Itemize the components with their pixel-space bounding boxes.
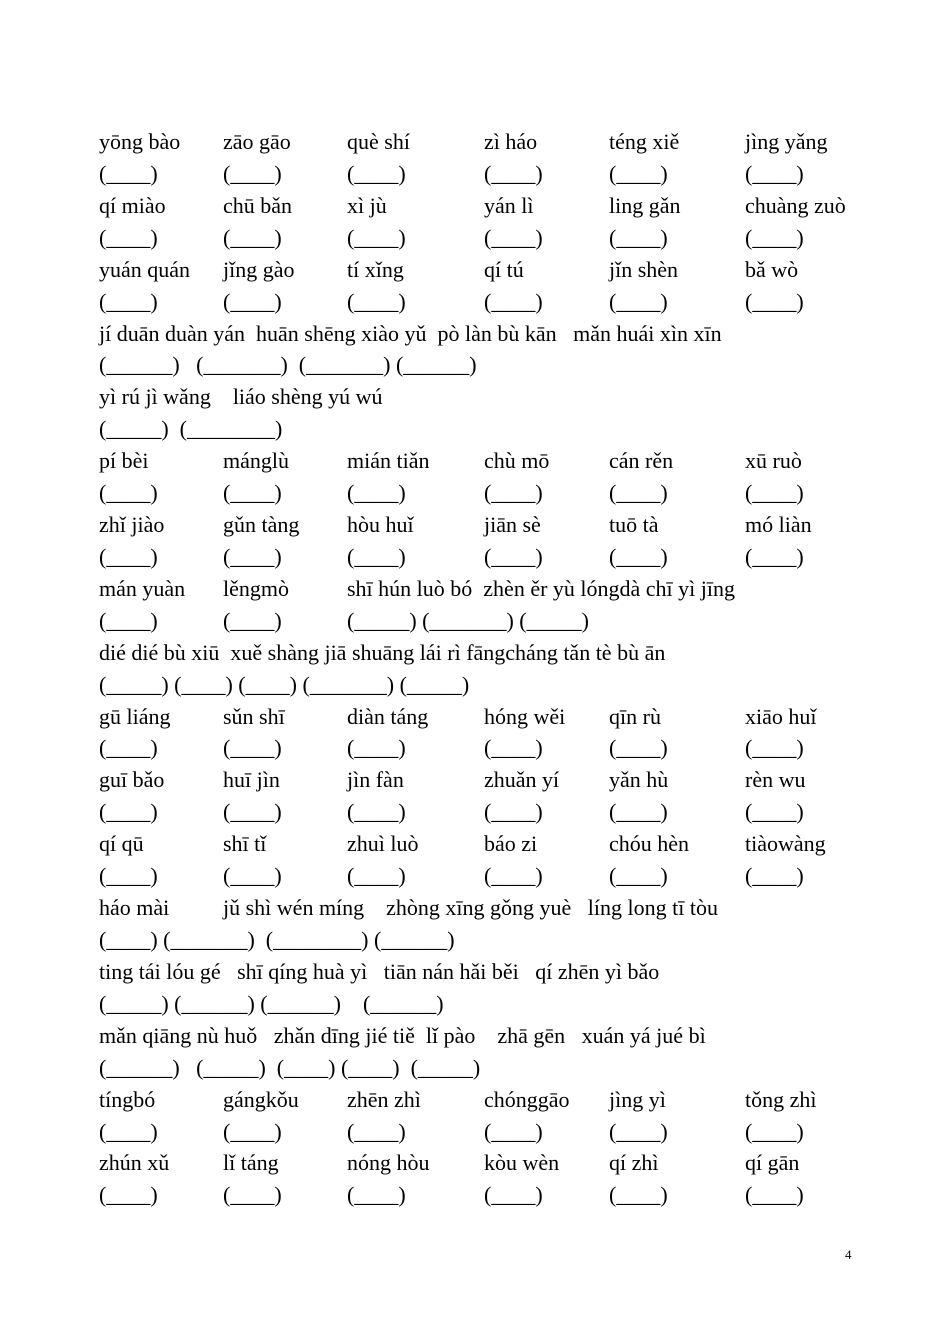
answer-blank: (____) <box>223 224 282 250</box>
answer-blank: (____) <box>745 799 804 825</box>
pinyin-word: lěngmò <box>223 575 289 601</box>
answer-blank: (____) <box>99 543 158 569</box>
answer-blank: (____) <box>347 160 406 186</box>
pinyin-word: zì háo <box>484 129 538 154</box>
answer-blank-line: (_____) (________) <box>99 416 283 442</box>
answer-blank: (____) <box>347 224 406 250</box>
pinyin-word: jìng yì <box>609 1086 666 1112</box>
answer-blank: (____) <box>223 1118 282 1144</box>
answer-blank: (____) <box>745 543 804 569</box>
pinyin-word: jiān sè <box>484 512 541 538</box>
answer-blank: (____) <box>745 288 804 314</box>
pinyin-word: qí miào <box>99 192 166 218</box>
answer-blank: (_____) (_______) (_____) <box>347 607 589 633</box>
pinyin-word: shī tǐ <box>223 831 267 857</box>
pinyin-word: chū bǎn <box>223 192 293 218</box>
pinyin-word: tí xǐng <box>347 256 404 282</box>
pinyin-word: jìng yǎng <box>745 129 828 154</box>
answer-blank: (____) <box>609 288 668 314</box>
pinyin-word: diàn táng <box>347 703 429 729</box>
answer-blank: (____) <box>609 735 668 761</box>
answer-blank: (____) <box>347 863 406 889</box>
pinyin-word: qí gān <box>745 1150 800 1176</box>
pinyin-word: tuō tà <box>609 512 659 538</box>
answer-blank: (____) <box>223 799 282 825</box>
answer-blank-line: (_____) (____) (____) (_______) (_____) <box>99 671 470 697</box>
pinyin-word: chù mō <box>484 448 550 474</box>
pinyin-word: qí zhì <box>609 1150 659 1176</box>
answer-blank: (____) <box>347 288 406 314</box>
answer-blank: (____) <box>99 1118 158 1144</box>
pinyin-word: mánglù <box>223 448 289 474</box>
answer-blank: (____) <box>609 1118 668 1144</box>
pinyin-word: zhuǎn yí <box>484 767 560 793</box>
answer-blank: (____) <box>484 160 543 186</box>
pinyin-word: zhǐ jiào <box>99 512 165 538</box>
answer-blank-line: (______) (_____) (____) (____) (_____) <box>99 1054 481 1080</box>
pinyin-word: mián tiǎn <box>347 448 430 474</box>
answer-blank-line: (______) (_______) (_______) (______) <box>99 352 477 378</box>
pinyin-word: gángkǒu <box>223 1086 299 1112</box>
answer-blank: (____) <box>484 863 543 889</box>
pinyin-word: gǔn tàng <box>223 512 300 538</box>
answer-blank: (____) <box>745 160 804 186</box>
pinyin-word: yán lì <box>484 192 534 218</box>
pinyin-line: dié dié bù xiū xuě shàng jiā shuāng lái rì fāngcháng tǎn tè bù ān <box>99 639 666 665</box>
answer-blank: (____) <box>484 799 543 825</box>
answer-blank: (____) <box>609 799 668 825</box>
pinyin-word: yǎn hù <box>609 767 669 793</box>
answer-blank: (____) <box>484 288 543 314</box>
answer-blank: (____) <box>99 480 158 506</box>
pinyin-word: mán yuàn <box>99 575 186 601</box>
pinyin-word: bǎ wò <box>745 256 799 282</box>
pinyin-word: huī jìn <box>223 767 280 793</box>
pinyin-word: chuàng zuò <box>745 192 846 218</box>
pinyin-word: nóng hòu <box>347 1150 430 1176</box>
pinyin-word: xiāo huǐ <box>745 703 817 729</box>
pinyin-word: zāo gāo <box>223 129 291 154</box>
pinyin-word: gū liáng <box>99 703 171 729</box>
answer-blank: (____) <box>484 543 543 569</box>
pinyin-line: yì rú jì wǎng liáo shèng yú wú <box>99 384 383 410</box>
answer-blank: (____) <box>484 1182 543 1208</box>
answer-blank: (____) <box>347 1182 406 1208</box>
pinyin-word: pí bèi <box>99 448 149 474</box>
answer-blank: (____) <box>99 224 158 250</box>
answer-blank: (____) <box>347 543 406 569</box>
answer-blank: (____) <box>745 735 804 761</box>
pinyin-line: jí duān duàn yán huān shēng xiào yǔ pò làn bù kān mǎn huái xìn xīn <box>99 320 722 346</box>
answer-blank: (____) <box>99 160 158 186</box>
pinyin-word: téng xiě <box>609 129 680 154</box>
answer-blank: (____) <box>745 480 804 506</box>
pinyin-word: kòu wèn <box>484 1150 560 1176</box>
answer-blank: (____) <box>347 735 406 761</box>
answer-blank: (____) <box>99 799 158 825</box>
answer-blank: (____) <box>609 1182 668 1208</box>
pinyin-word: què shí <box>347 129 410 154</box>
answer-blank: (____) <box>347 1118 406 1144</box>
pinyin-word: sǔn shī <box>223 703 285 729</box>
pinyin-word: zhuì luò <box>347 831 419 857</box>
answer-blank: (____) <box>347 480 406 506</box>
pinyin-word: jìn fàn <box>347 767 404 793</box>
pinyin-word: chónggāo <box>484 1086 570 1112</box>
answer-blank: (____) <box>223 543 282 569</box>
pinyin-word: tǒng zhì <box>745 1086 817 1112</box>
answer-blank: (____) <box>223 735 282 761</box>
pinyin-word: zhēn zhì <box>347 1086 421 1112</box>
answer-blank: (____) <box>609 480 668 506</box>
pinyin-word: tiàowàng <box>745 831 826 857</box>
pinyin-word: hòu huǐ <box>347 512 414 538</box>
pinyin-word: báo zi <box>484 831 538 857</box>
answer-blank: (____) <box>609 863 668 889</box>
answer-blank: (____) <box>484 735 543 761</box>
answer-blank: (____) <box>609 160 668 186</box>
pinyin-word: háo mài <box>99 895 170 921</box>
answer-blank: (____) <box>745 863 804 889</box>
answer-blank: (____) <box>745 1182 804 1208</box>
pinyin-word: yuán quán <box>99 256 191 282</box>
answer-blank: (____) <box>99 288 158 314</box>
pinyin-word: tíngbó <box>99 1086 156 1112</box>
page-number: 4 <box>845 1247 852 1262</box>
answer-blank: (____) <box>223 160 282 186</box>
answer-blank: (____) <box>99 607 158 633</box>
answer-blank: (____) <box>609 543 668 569</box>
answer-blank: (____) <box>609 224 668 250</box>
pinyin-word: yōng bào <box>99 129 181 154</box>
pinyin-word: chóu hèn <box>609 831 690 857</box>
pinyin-word: qí qū <box>99 831 144 857</box>
answer-blank: (____) <box>223 288 282 314</box>
answer-blank: (____) <box>745 1118 804 1144</box>
pinyin-word: hóng wěi <box>484 703 566 729</box>
pinyin-line: mǎn qiāng nù huǒ zhǎn dīng jié tiě lǐ pào zhā gēn xuán yá jué bì <box>99 1022 706 1048</box>
answer-blank: (____) <box>99 863 158 889</box>
pinyin-word: zhún xǔ <box>99 1150 170 1176</box>
answer-blank: (____) <box>223 480 282 506</box>
pinyin-word: lǐ táng <box>223 1150 279 1176</box>
pinyin-word: guī bǎo <box>99 767 165 793</box>
answer-blank: (____) <box>347 799 406 825</box>
pinyin-word: mó liàn <box>745 512 812 538</box>
answer-blank: (____) <box>484 1118 543 1144</box>
answer-blank: (____) <box>99 735 158 761</box>
answer-blank: (____) <box>745 224 804 250</box>
answer-blank-line: (____) (_______) (________) (______) <box>99 927 455 952</box>
pinyin-word: cán rěn <box>609 448 674 474</box>
pinyin-word: rèn wu <box>745 767 806 793</box>
pinyin-line: ting tái lóu gé shī qíng huà yì tiān nán hǎi běi qí zhēn yì bǎo <box>99 958 660 984</box>
pinyin-word: qīn rù <box>609 703 661 729</box>
answer-blank: (____) <box>223 863 282 889</box>
pinyin-word: qí tú <box>484 256 524 282</box>
pinyin-word: shī hún luò bó zhèn ěr yù lóngdà chī yì jīng <box>347 575 735 601</box>
pinyin-word: xū ruò <box>745 448 802 474</box>
pinyin-word: jǐng gào <box>223 256 295 282</box>
answer-blank: (____) <box>484 224 543 250</box>
pinyin-word: jǔ shì wén míng zhòng xīng gǒng yuè líng long tī tòu <box>223 895 718 921</box>
answer-blank: (____) <box>484 480 543 506</box>
answer-blank: (____) <box>223 607 282 633</box>
pinyin-word: jǐn shèn <box>609 256 679 282</box>
answer-blank-line: (_____) (______) (______) (______) <box>99 990 444 1016</box>
answer-blank: (____) <box>99 1182 158 1208</box>
answer-blank: (____) <box>223 1182 282 1208</box>
pinyin-word: xì jù <box>347 192 387 218</box>
pinyin-word: ling gǎn <box>609 192 681 218</box>
